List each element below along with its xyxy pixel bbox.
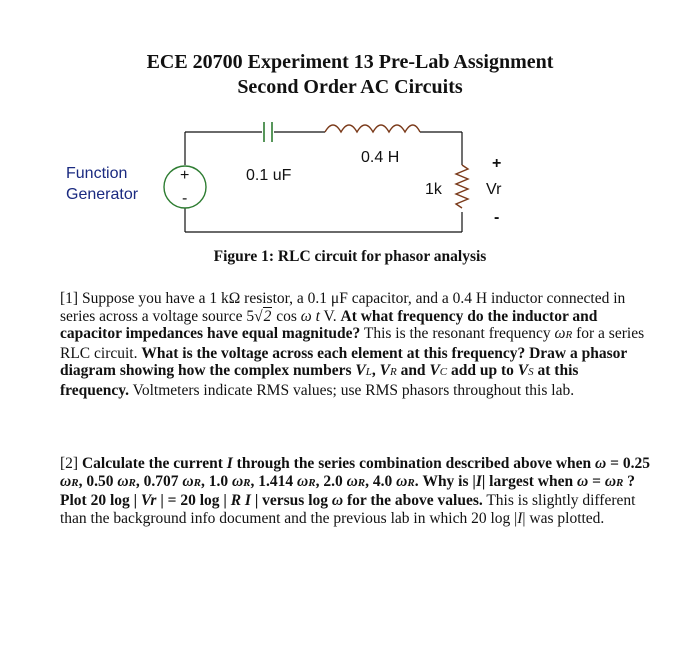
comma: , [200, 472, 205, 490]
capacitor-symbol [264, 122, 272, 142]
abs-bar: | [160, 492, 164, 510]
twenty-log: 20 log [180, 492, 220, 510]
voltage-v: V [429, 362, 440, 380]
subscript-r: R [565, 329, 573, 342]
vr-symbol: Vr [140, 492, 157, 510]
abs-bar: | [254, 492, 259, 510]
omega-t: ω t [300, 307, 320, 325]
inductor-symbol [325, 125, 420, 132]
subscript-r: R [193, 476, 201, 489]
q1-bold-question: At what frequency do the inductor and capacitor impedances have equal magnitude? [60, 307, 598, 343]
q2-tail-text: This is slightly different than the background info document and the previous lab in which [60, 492, 636, 527]
figure-caption: Figure 1: RLC circuit for phasor analysis [213, 248, 487, 265]
subscript-r: R [243, 476, 251, 489]
subscript-s: S [528, 366, 534, 379]
period: . [414, 472, 419, 490]
comma: , [135, 472, 140, 490]
rlc-circuit-diagram [0, 118, 700, 248]
q1-number: [1] [60, 290, 79, 307]
omega-symbol: ω [604, 472, 617, 490]
abs-bar: | [522, 509, 526, 527]
omega-symbol: ω [182, 472, 194, 490]
abs-bar: | [472, 472, 476, 490]
abs-bar: | [133, 492, 138, 510]
q1-resistance-value: 1 k [209, 290, 229, 307]
omega-symbol: ω [577, 472, 589, 490]
comma: , [250, 472, 255, 490]
multiplier-value: 1.0 [208, 472, 229, 490]
source-label-line1: Function [66, 165, 128, 182]
q1-text: for a series RLC circuit. [60, 325, 645, 362]
plot-text: Plot [60, 492, 87, 510]
subscript-r: R [128, 476, 136, 489]
omega-symbol: ω [595, 455, 607, 472]
q1-amplitude: 5 [246, 307, 255, 325]
q1-bold-question-2: What is the voltage across each element at this frequency? Draw a phasor diagram showing how the complex numbers [60, 344, 627, 380]
capacitor-label: 0.1 uF [246, 167, 292, 184]
omega-symbol: ω [331, 492, 344, 510]
q1-capacitance-value: 0.1 [307, 290, 328, 307]
equals-sign: = [592, 472, 601, 490]
source-minus-sign: - [182, 190, 188, 207]
page-title: ECE 20700 Experiment 13 Pre-Lab Assignment [146, 51, 554, 73]
subscript-r: R [616, 476, 624, 489]
voltage-v: V [379, 362, 390, 380]
voltage-v: V [355, 362, 366, 380]
omega-symbol: ω [396, 472, 408, 490]
q2-bold-intro-2: through the series combination described above when [236, 455, 592, 472]
subscript-l: L [365, 366, 372, 379]
comma: , [371, 362, 376, 380]
q1-text: This is the resonant frequency [363, 325, 551, 343]
omega-symbol: ω [346, 472, 358, 490]
comma: , [315, 472, 320, 490]
multiplier-value: 0.25 [622, 455, 650, 472]
comma: , [78, 472, 83, 490]
vr-minus-sign: - [494, 209, 500, 226]
largest-when-text: largest when [489, 472, 574, 490]
omega-symbol: ω [117, 472, 129, 490]
equals-sign: = [610, 455, 619, 472]
omega-symbol: ω [554, 325, 566, 343]
subscript-r: R [407, 476, 415, 489]
circuit-wires [185, 132, 462, 232]
equals-sign: = [167, 492, 177, 510]
omega-symbol: ω [297, 472, 309, 490]
current-i: I [226, 455, 233, 472]
multiplier-value: 0.707 [143, 472, 179, 490]
q1-text: resistor, a [244, 290, 304, 307]
q1-rms-note: Voltmeters indicate RMS values; use RMS phasors throughout this lab. [132, 381, 575, 399]
omega-symbol: ω [60, 472, 72, 490]
twenty-log: 20 log [90, 492, 130, 510]
subscript-r: R [357, 476, 366, 489]
source-label-line2: Generator [66, 186, 139, 203]
voltage-v: V [517, 362, 529, 380]
why-is-text: Why is [422, 472, 469, 490]
inductor-label: 0.4 H [361, 149, 400, 166]
r-times-i: R I [230, 492, 251, 510]
cos-function: cos [276, 307, 297, 325]
q1-text: Suppose you have a [81, 290, 206, 307]
resistor-label: 1k [425, 181, 442, 198]
for-the-values-text: for the above values. [346, 492, 483, 510]
twenty-log: 20 log [471, 509, 511, 527]
q1-text: capacitor, and a 0.4 H inductor connected in series across a voltage source [60, 290, 626, 325]
multiplier-value: 1.414 [258, 472, 294, 490]
current-i: I [475, 472, 482, 490]
multiplier-value: 4.0 [372, 472, 393, 490]
resistor-symbol [456, 165, 468, 208]
ohm-symbol: Ω [228, 290, 241, 307]
multiplier-value: 2.0 [323, 472, 343, 490]
vr-plus-sign: + [492, 155, 502, 172]
abs-bar: | [481, 472, 486, 490]
comma: , [365, 472, 369, 490]
sqrt-symbol: √ [254, 307, 263, 325]
subscript-r: R [71, 476, 79, 489]
question-2 [60, 455, 650, 527]
question-1 [60, 290, 650, 400]
subscript-r: R [308, 476, 316, 489]
versus-text: versus [262, 492, 305, 510]
was-plotted-text: was plotted. [529, 509, 605, 527]
abs-bar: | [223, 492, 227, 510]
multiplier-value: 0.50 [86, 472, 114, 490]
sqrt-argument: 2 [263, 307, 272, 325]
and-word: and [400, 362, 426, 380]
question-mark: ? [627, 472, 635, 490]
volt-unit: V. [323, 307, 337, 325]
q2-bold-intro: Calculate the current [81, 455, 223, 472]
vr-label: Vr [486, 181, 502, 198]
omega-symbol: ω [231, 472, 244, 490]
at-this-frequency: at this frequency. [60, 362, 579, 399]
q2-number: [2] [60, 455, 79, 472]
microfarad-unit: μF [330, 290, 348, 307]
abs-bar: | [514, 509, 518, 527]
subscript-r: R [389, 366, 397, 379]
subscript-c: C [439, 366, 448, 379]
add-up-text: add up to [451, 362, 514, 380]
page-subtitle: Second Order AC Circuits [237, 76, 463, 98]
log-text: log [308, 492, 328, 510]
current-i: I [517, 509, 523, 527]
source-plus-sign: + [180, 167, 190, 184]
